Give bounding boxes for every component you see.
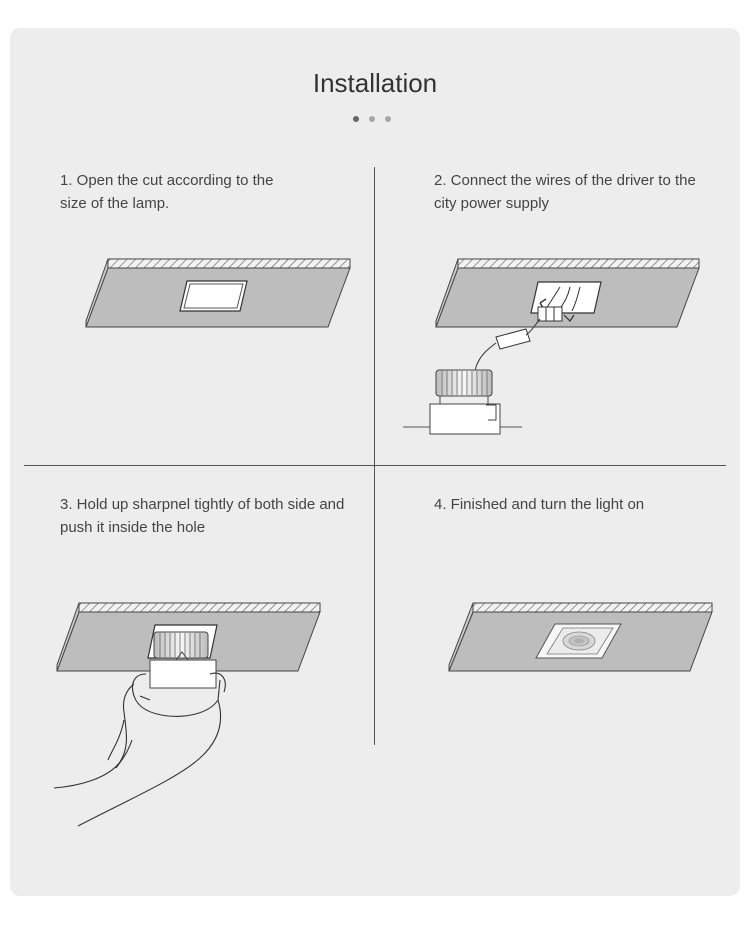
step-1-illustration (80, 255, 355, 335)
pagination-dot[interactable] (369, 116, 375, 122)
downlight-lamp (403, 370, 522, 434)
ceiling-cut-hole (180, 281, 247, 311)
pagination-dot[interactable] (353, 116, 359, 122)
step-3-illustration (50, 600, 325, 830)
step-2-text: 2. Connect the wires of the driver to the city power supply (434, 172, 696, 212)
hand-drawing (54, 673, 225, 826)
downlight-lamp (150, 632, 216, 688)
horizontal-divider (24, 465, 726, 466)
step-1-text: 1. Open the cut according to the size of the lamp. (60, 172, 274, 212)
step-4-illustration (445, 600, 720, 680)
page-title: Installation (312, 68, 438, 98)
step-2-illustration (400, 255, 705, 440)
vertical-divider (374, 167, 375, 745)
pagination-dot[interactable] (385, 116, 391, 122)
step-3-text: 3. Hold up sharpnel tightly of both side and push it inside the hole (60, 496, 345, 536)
step-4-text: 4. Finished and turn the light on (434, 496, 645, 513)
